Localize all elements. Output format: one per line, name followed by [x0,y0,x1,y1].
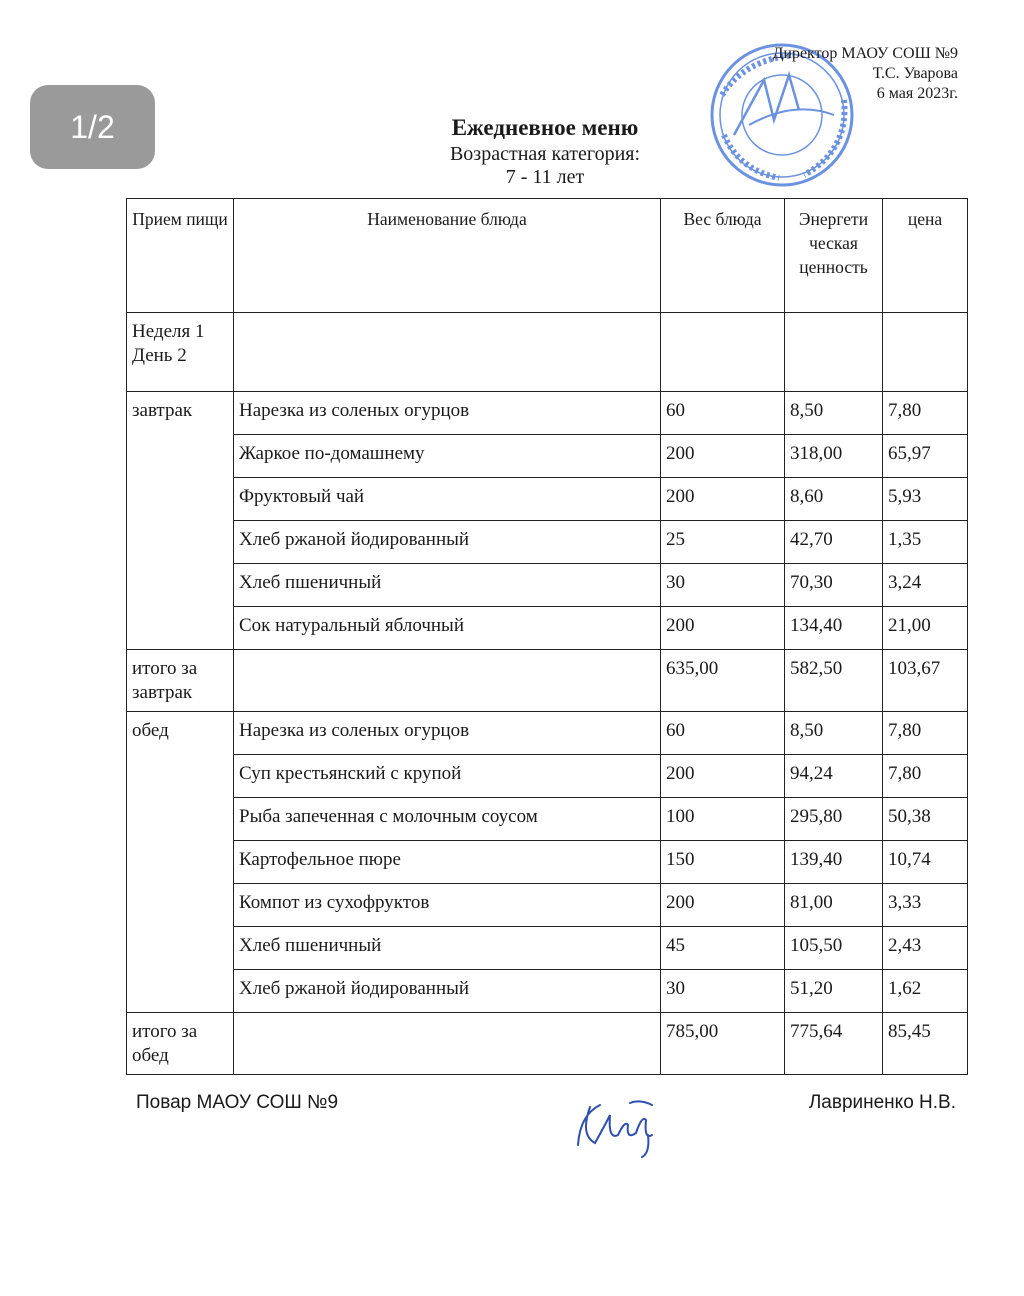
total-label-line: итого за [132,658,198,679]
approval-block [772,44,958,104]
dish-weight: 200 [661,607,785,650]
dish-weight: 25 [661,521,785,564]
col-header-price: цена [883,199,968,313]
meal-cell-continued [127,521,234,564]
dish-price: 7,80 [883,712,968,755]
approval-person: Т.С. Уварова [872,65,958,82]
dish-name: Картофельное пюре [234,841,661,884]
table-header-row [127,199,968,313]
week-day-cell [127,313,234,392]
dish-name: Жаркое по-домашнему [234,435,661,478]
dish-weight: 30 [661,564,785,607]
age-category-value: 7 - 11 лет [505,166,585,188]
meal-cell-continued [127,841,234,884]
total-weight: 635,00 [661,650,785,712]
cook-position: Повар МАОУ СОШ №9 [136,1092,339,1113]
document-heading [330,114,760,188]
approval-date: 6 мая 2023г. [876,85,958,102]
dish-price: 3,24 [883,564,968,607]
dish-name: Нарезка из соленых огурцов [234,392,661,435]
dish-price: 10,74 [883,841,968,884]
dish-name: Хлеб пшеничный [234,564,661,607]
breakfast-total-row [127,650,968,712]
table-row [127,927,968,970]
meal-cell-continued [127,564,234,607]
dish-price: 7,80 [883,755,968,798]
dish-price: 1,35 [883,521,968,564]
col-header-energy: Энергети ческая ценность [785,199,883,313]
dish-name: Нарезка из соленых огурцов [234,712,661,755]
total-label [127,650,234,712]
approval-position: Директор МАОУ СОШ №9 [772,45,958,62]
week-label: Неделя 1 [132,321,205,342]
total-price: 85,45 [883,1013,968,1075]
dish-weight: 150 [661,841,785,884]
total-energy: 582,50 [785,650,883,712]
dish-energy: 8,60 [785,478,883,521]
table-row [127,841,968,884]
table-row [127,970,968,1013]
breakfast-label: завтрак [127,392,234,435]
dish-energy: 139,40 [785,841,883,884]
col-header-meal: Прием пищи [127,199,234,313]
table-row [127,798,968,841]
dish-energy: 295,80 [785,798,883,841]
meal-cell-continued [127,798,234,841]
dish-energy: 81,00 [785,884,883,927]
handwritten-signature [570,1095,665,1160]
dish-name: Хлеб ржаной йодированный [234,521,661,564]
table-row [127,755,968,798]
dish-weight: 200 [661,435,785,478]
lunch-label: обед [127,712,234,755]
total-weight: 785,00 [661,1013,785,1075]
age-category-label: Возрастная категория: [449,143,641,165]
lunch-total-row [127,1013,968,1075]
dish-price: 7,80 [883,392,968,435]
dish-name: Сок натуральный яблочный [234,607,661,650]
dish-energy: 51,20 [785,970,883,1013]
dish-energy: 42,70 [785,521,883,564]
dish-name: Суп крестьянский с крупой [234,755,661,798]
dish-price: 50,38 [883,798,968,841]
meal-cell-continued [127,970,234,1013]
dish-energy: 318,00 [785,435,883,478]
page-counter-badge: 1/2 [30,85,155,169]
table-row [127,564,968,607]
cook-name: Лавриненко Н.В. [808,1092,956,1113]
dish-name: Рыба запеченная с молочным соусом [234,798,661,841]
dish-name: Хлеб пшеничный [234,927,661,970]
col-header-weight: Вес блюда [661,199,785,313]
day-label: День 2 [132,345,187,366]
table-row [127,607,968,650]
dish-name: Фруктовый чай [234,478,661,521]
dish-energy: 105,50 [785,927,883,970]
table-row [127,521,968,564]
meal-cell-continued [127,478,234,521]
meal-cell-continued [127,755,234,798]
dish-price: 2,43 [883,927,968,970]
table-row [127,478,968,521]
meal-cell-continued [127,435,234,478]
week-day-row [127,313,968,392]
dish-energy: 8,50 [785,392,883,435]
dish-name: Компот из сухофруктов [234,884,661,927]
table-row [127,435,968,478]
total-label-line: итого за [132,1021,198,1042]
dish-weight: 200 [661,755,785,798]
dish-energy: 94,24 [785,755,883,798]
dish-weight: 200 [661,478,785,521]
dish-weight: 100 [661,798,785,841]
table-row [127,884,968,927]
dish-price: 3,33 [883,884,968,927]
meal-cell-continued [127,927,234,970]
table-row [127,712,968,755]
footer [136,1092,956,1114]
dish-price: 65,97 [883,435,968,478]
dish-weight: 60 [661,712,785,755]
meal-cell-continued [127,884,234,927]
dish-name: Хлеб ржаной йодированный [234,970,661,1013]
dish-weight: 60 [661,392,785,435]
dish-energy: 134,40 [785,607,883,650]
total-energy: 775,64 [785,1013,883,1075]
col-header-dish: Наименование блюда [234,199,661,313]
total-label-line: обед [132,1045,169,1066]
dish-weight: 200 [661,884,785,927]
menu-table [126,198,968,1075]
dish-energy: 8,50 [785,712,883,755]
dish-price: 21,00 [883,607,968,650]
table-row [127,392,968,435]
document-title: Ежедневное меню [451,115,639,140]
total-label [127,1013,234,1075]
dish-weight: 45 [661,927,785,970]
total-label-line: завтрак [132,682,193,703]
total-price: 103,67 [883,650,968,712]
dish-price: 1,62 [883,970,968,1013]
meal-cell-continued [127,607,234,650]
dish-energy: 70,30 [785,564,883,607]
dish-price: 5,93 [883,478,968,521]
dish-weight: 30 [661,970,785,1013]
